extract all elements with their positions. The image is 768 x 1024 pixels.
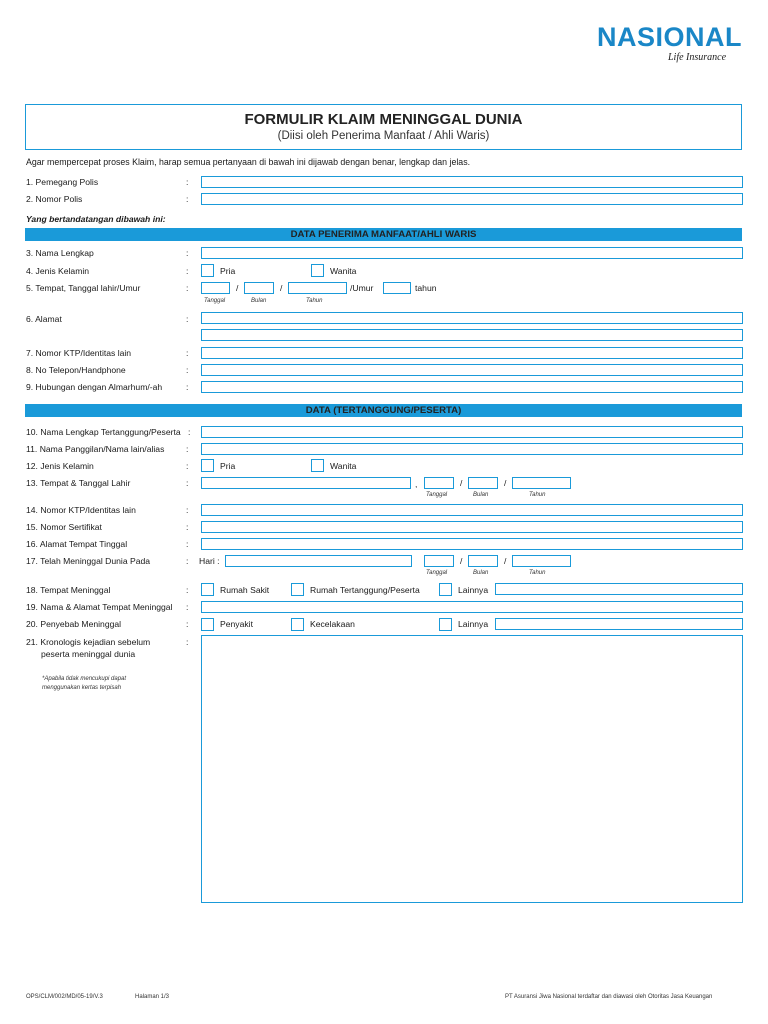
colon: : (188, 427, 191, 437)
address-field-1[interactable] (201, 312, 743, 324)
company-logo-subtitle: Life Insurance (668, 52, 727, 63)
colon: : (186, 522, 189, 532)
accident-checkbox[interactable] (291, 618, 304, 631)
colon: : (186, 619, 189, 629)
alias-field[interactable] (201, 443, 743, 455)
label-address: 6. Alamat (26, 314, 62, 324)
label-insured-name: 10. Nama Lengkap Tertanggung/Peserta (26, 427, 181, 437)
beneficiary-name-field[interactable] (201, 247, 743, 259)
label-gender: 4. Jenis Kelamin (26, 266, 90, 276)
date-slash: / (460, 556, 463, 566)
death-place-address-field[interactable] (201, 601, 743, 613)
date-slash: / (504, 556, 507, 566)
label-cause: 20. Penyebab Meninggal (26, 619, 122, 629)
label-death-place-address: 19. Nama & Alamat Tempat Meninggal (26, 602, 173, 612)
colon: : (186, 314, 189, 324)
illness-checkbox[interactable] (201, 618, 214, 631)
form-title-box (25, 104, 742, 150)
note-line-2: menggunakan kertas terpisah (42, 685, 122, 691)
insured-female-label: Wanita (330, 461, 357, 471)
insured-birth-day-field[interactable] (424, 477, 454, 489)
accident-label: Kecelakaan (310, 619, 355, 629)
colon: : (186, 478, 189, 488)
colon: : (186, 365, 189, 375)
chronology-textarea[interactable] (201, 635, 743, 903)
label-alias: 11. Nama Panggilan/Nama lain/alias (26, 444, 165, 454)
section-insured-header: DATA (TERTANGGUNG/PESERTA) (25, 404, 742, 417)
label-chronology-2: peserta meninggal dunia (41, 649, 136, 659)
insured-male-checkbox[interactable] (201, 459, 214, 472)
colon: : (186, 539, 189, 549)
colon: : (186, 585, 189, 595)
undersigned-label: Yang bertandatangan dibawah ini: (26, 214, 166, 224)
age-field[interactable] (383, 282, 411, 294)
phone-field[interactable] (201, 364, 743, 376)
death-day-field[interactable] (424, 555, 454, 567)
home-label: Rumah Tertanggung/Peserta (310, 585, 420, 595)
label-insured-id: 14. Nomor KTP/Identitas lain (26, 505, 136, 515)
date-comma: , (415, 479, 418, 489)
colon: : (186, 637, 189, 647)
age-label: /Umur (350, 283, 374, 293)
policy-holder-field[interactable] (201, 176, 743, 188)
colon: : (186, 266, 189, 276)
hospital-label: Rumah Sakit (220, 585, 270, 595)
insured-name-field[interactable] (201, 426, 743, 438)
other-place-field[interactable] (495, 583, 743, 595)
label-birth: 5. Tempat, Tanggal lahir/Umur (26, 283, 141, 293)
label-insured-gender: 12. Jenis Kelamin (26, 461, 94, 471)
birth-month-field[interactable] (244, 282, 274, 294)
footer-code: OPS/CLM/002/MD/05-19/V.3 (26, 994, 103, 1000)
insured-male-label: Pria (220, 461, 236, 471)
label-full-name: 3. Nama Lengkap (26, 248, 94, 258)
other-cause-field[interactable] (495, 618, 743, 630)
label-policy-holder: 1. Pemegang Polis (26, 177, 99, 187)
label-relationship: 9. Hubungan dengan Almarhum/-ah (26, 382, 163, 392)
other-place-label: Lainnya (458, 585, 489, 595)
death-year-field[interactable] (512, 555, 571, 567)
home-checkbox[interactable] (291, 583, 304, 596)
intro-text: Agar mempercepat proses Klaim, harap semua pertanyaan di bawah ini dijawab dengan benar, lengkap dan jelas. (26, 157, 471, 167)
form-subtitle: (Diisi oleh Penerima Manfaat / Ahli Waris) (277, 130, 490, 142)
insured-female-checkbox[interactable] (311, 459, 324, 472)
sub-day: Tanggal (426, 492, 448, 498)
date-slash: / (280, 283, 283, 293)
footer-page: Halaman 1/3 (135, 994, 170, 1000)
label-policy-number: 2. Nomor Polis (26, 194, 83, 204)
colon: : (186, 283, 189, 293)
colon: : (186, 348, 189, 358)
colon: : (186, 194, 189, 204)
years-label: tahun (415, 283, 437, 293)
note-line-1: *Apabila tidak mencukupi dapat (42, 676, 127, 682)
colon: : (186, 382, 189, 392)
date-slash: / (504, 478, 507, 488)
insured-birthplace-field[interactable] (201, 477, 411, 489)
beneficiary-id-field[interactable] (201, 347, 743, 359)
date-slash: / (460, 478, 463, 488)
label-insured-birth: 13. Tempat & Tanggal Lahir (26, 478, 131, 488)
date-slash: / (236, 283, 239, 293)
sub-year: Tahun (529, 570, 546, 576)
relationship-field[interactable] (201, 381, 743, 393)
birth-day-field[interactable] (201, 282, 230, 294)
footer-company: PT Asuransi Jiwa Nasional terdaftar dan diawasi oleh Otoritas Jasa Keuangan (505, 994, 713, 1000)
day-label: Hari : (199, 556, 220, 566)
other-place-checkbox[interactable] (439, 583, 452, 596)
sub-month: Bulan (473, 570, 489, 576)
certificate-field[interactable] (201, 521, 743, 533)
death-day-name-field[interactable] (225, 555, 412, 567)
form-title: FORMULIR KLAIM MENINGGAL DUNIA (244, 111, 523, 128)
insured-id-field[interactable] (201, 504, 743, 516)
gender-male-checkbox[interactable] (201, 264, 214, 277)
insured-birth-month-field[interactable] (468, 477, 498, 489)
gender-female-checkbox[interactable] (311, 264, 324, 277)
policy-number-field[interactable] (201, 193, 743, 205)
colon: : (186, 602, 189, 612)
address-field-2[interactable] (201, 329, 743, 341)
colon: : (186, 556, 189, 566)
label-phone: 8. No Telepon/Handphone (26, 365, 126, 375)
other-cause-label: Lainnya (458, 619, 489, 629)
insured-birth-year-field[interactable] (512, 477, 571, 489)
sub-year: Tahun (306, 298, 323, 304)
birth-year-field[interactable] (288, 282, 347, 294)
company-logo: NASIONAL (597, 22, 742, 52)
sub-year: Tahun (529, 492, 546, 498)
colon: : (186, 505, 189, 515)
label-death-date: 17. Telah Meninggal Dunia Pada (26, 556, 151, 566)
sub-month: Bulan (473, 492, 489, 498)
illness-label: Penyakit (220, 619, 253, 629)
sub-day: Tanggal (204, 298, 226, 304)
colon: : (186, 177, 189, 187)
colon: : (186, 248, 189, 258)
colon: : (186, 444, 189, 454)
gender-female-label: Wanita (330, 266, 357, 276)
label-residence: 16. Alamat Tempat Tinggal (26, 539, 128, 549)
label-certificate: 15. Nomor Sertifikat (26, 522, 102, 532)
colon: : (186, 461, 189, 471)
other-cause-checkbox[interactable] (439, 618, 452, 631)
death-month-field[interactable] (468, 555, 498, 567)
sub-month: Bulan (251, 298, 267, 304)
gender-male-label: Pria (220, 266, 236, 276)
label-chronology: 21. Kronologis kejadian sebelum (26, 637, 151, 647)
hospital-checkbox[interactable] (201, 583, 214, 596)
sub-day: Tanggal (426, 570, 448, 576)
label-id-number: 7. Nomor KTP/Identitas lain (26, 348, 132, 358)
section-beneficiary-header: DATA PENERIMA MANFAAT/AHLI WARIS (25, 228, 742, 241)
label-death-place: 18. Tempat Meninggal (26, 585, 111, 595)
residence-field[interactable] (201, 538, 743, 550)
